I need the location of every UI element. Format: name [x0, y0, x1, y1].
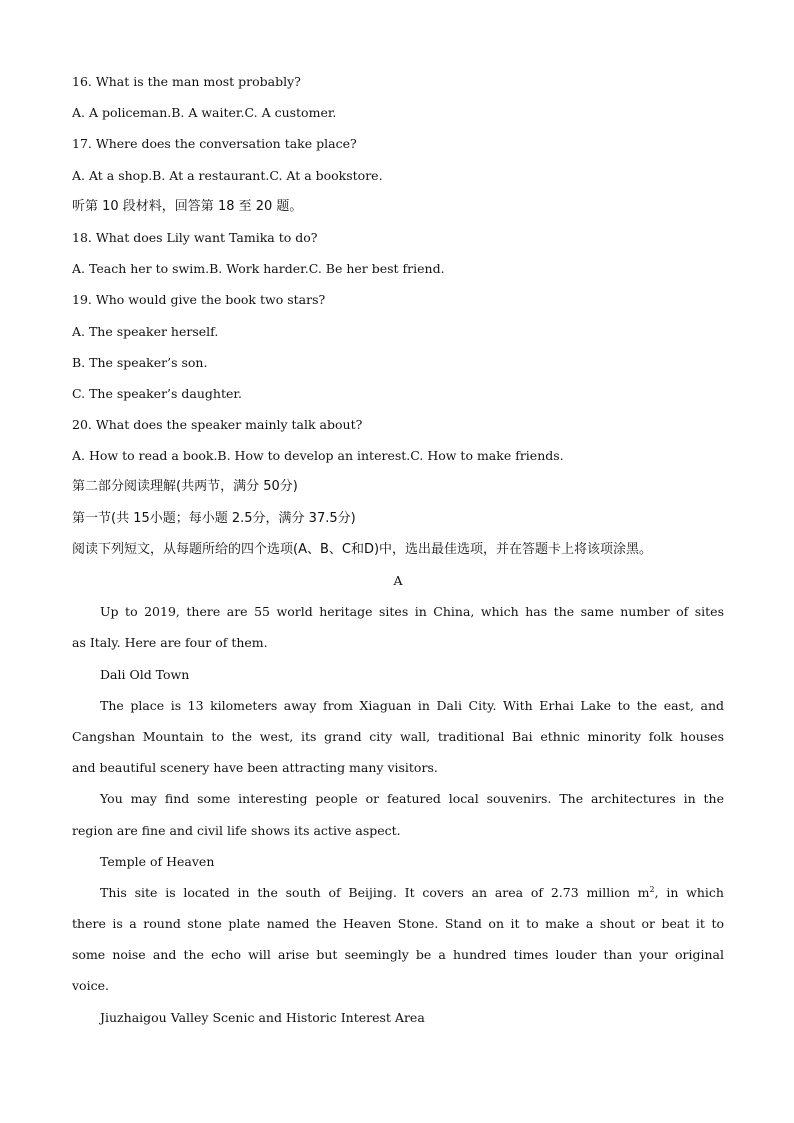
- dali-paragraph-line: The place is 13 kilometers away from Xiaguan in Dali City. With Erhai Lake to the east, and: [100, 697, 724, 713]
- temple-paragraph-line: some noise and the echo will arise but seemingly be a hundred times louder than your original: [72, 947, 724, 963]
- dali-paragraph-line: You may find some interesting people or featured local souvenirs. The architectures in the: [100, 791, 724, 807]
- dali-paragraph-line: region are fine and civil life shows its active aspect.: [72, 822, 401, 838]
- part-two-title: 第二部分阅读理解(共两节，满分 50分): [72, 479, 298, 495]
- passage-label: A: [393, 573, 403, 588]
- temple-paragraph-line: [72, 877, 724, 908]
- section-heading-temple: Temple of Heaven: [100, 853, 215, 869]
- temple-text: , in which: [654, 884, 724, 900]
- reading-directions: 阅读下列短文，从每题所给的四个选项(A、B、C和D)中，选出最佳选项，并在答题卡上将该项涂黑。: [72, 541, 653, 557]
- question-17-options: A. At a shop.B. At a restaurant.C. At a bookstore.: [72, 167, 383, 183]
- exam-page: [72, 66, 724, 1033]
- passage-intro-line: as Italy. Here are four of them.: [72, 635, 268, 651]
- question-16-options: A. A policeman.B. A waiter.C. A customer.: [72, 105, 337, 121]
- question-19-option-b: B. The speaker’s son.: [72, 354, 208, 370]
- temple-paragraph-line: there is a round stone plate named the Heaven Stone. Stand on it to make a shout or beat it to: [72, 916, 724, 932]
- dali-paragraph-line: and beautiful scenery have been attracting many visitors.: [72, 760, 438, 776]
- question-18-options: A. Teach her to swim.B. Work harder.C. Be her best friend.: [72, 261, 445, 277]
- question-19: 19. Who would give the book two stars?: [72, 292, 326, 308]
- superscript-2: 2: [649, 884, 655, 894]
- question-20-options: A. How to read a book.B. How to develop an interest.C. How to make friends.: [72, 448, 564, 464]
- question-16: 16. What is the man most probably?: [72, 74, 301, 89]
- dali-paragraph-line: Cangshan Mountain to the west, its grand city wall, traditional Bai ethnic minority folk houses: [72, 728, 724, 744]
- section-heading-dali: Dali Old Town: [100, 666, 190, 682]
- temple-text: This site is located in the south of Beijing. It covers an area of 2.73 million m: [100, 884, 650, 900]
- section-one-title: 第一节(共 15小题；每小题 2.5分，满分 37.5分): [72, 510, 356, 526]
- question-18: 18. What does Lily want Tamika to do?: [72, 229, 318, 245]
- section-heading-jiuzhaigou: Jiuzhaigou Valley Scenic and Historic Interest Area: [100, 1009, 425, 1025]
- listening-instruction: 听第 10 段材料，回答第 18 至 20 题。: [72, 198, 303, 214]
- question-19-option-a: A. The speaker herself.: [72, 323, 219, 339]
- question-20: 20. What does the speaker mainly talk about?: [72, 417, 363, 433]
- passage-intro-line: Up to 2019, there are 55 world heritage sites in China, which has the same number of sites: [100, 604, 724, 620]
- temple-paragraph-line: voice.: [72, 978, 109, 994]
- question-19-option-c: C. The speaker’s daughter.: [72, 385, 242, 401]
- question-17: 17. Where does the conversation take place?: [72, 136, 357, 152]
